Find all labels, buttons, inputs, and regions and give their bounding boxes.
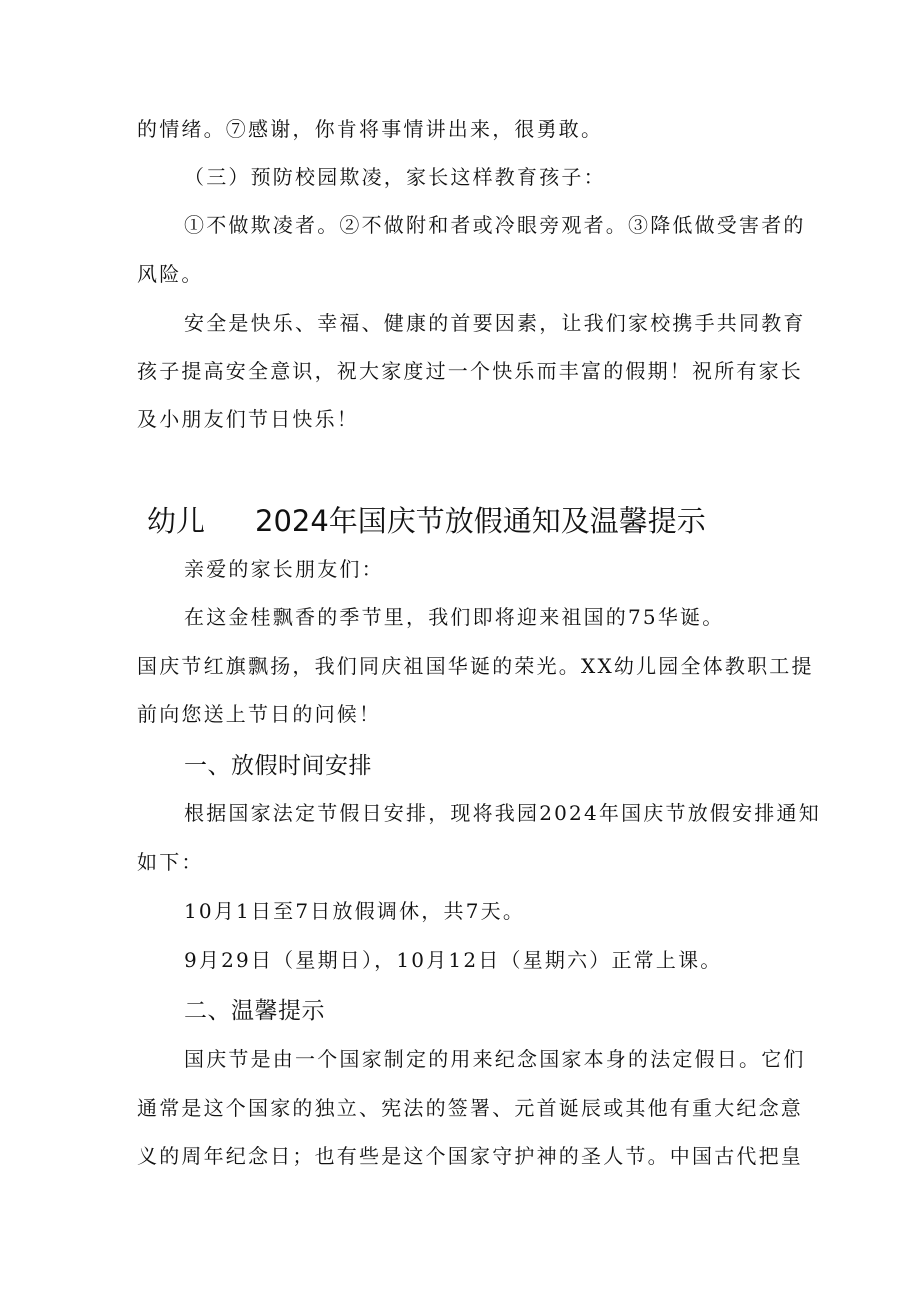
paragraph-line: ①不做欺凌者。②不做附和者或冷眼旁观者。③降低做受害者的 (184, 213, 806, 237)
paragraph-line: 如下： (137, 850, 204, 874)
paragraph-line: 根据国家法定节假日安排，现将我园2024年国庆节放假安排通知 (184, 801, 821, 825)
paragraph-line: 义的周年纪念日；也有些是这个国家守护神的圣人节。中国古代把皇 (137, 1144, 803, 1168)
paragraph-line: 国庆节是由一个国家制定的用来纪念国家本身的法定假日。它们 (184, 1047, 806, 1071)
paragraph-line: 国庆节红旗飘扬，我们同庆祖国华诞的荣光。XX幼儿园全体教职工提 (137, 654, 814, 678)
paragraph-line: 前向您送上节日的问候！ (137, 702, 382, 726)
section-heading-tips: 二、温馨提示 (184, 998, 325, 1024)
paragraph-line: 风险。 (137, 262, 204, 286)
paragraph-line: 安全是快乐、幸福、健康的首要因素，让我们家校携手共同教育 (184, 311, 806, 335)
notice-title: 2024年国庆节放假通知及温馨提示 (255, 504, 706, 538)
subheading-prevent-bullying: （三）预防校园欺凌，家长这样教育孩子： (184, 165, 606, 189)
greeting: 亲爱的家长朋友们： (184, 557, 384, 581)
paragraph-line: 及小朋友们节日快乐！ (137, 407, 359, 431)
paragraph-line: 在这金桂飘香的季节里，我们即将迎来祖国的75华诞。 (184, 605, 725, 629)
paragraph-line: 9月29日（星期日），10月12日（星期六）正常上课。 (184, 948, 723, 972)
section-heading-schedule: 一、放假时间安排 (184, 753, 372, 779)
paragraph-line: 孩子提高安全意识，祝大家度过一个快乐而丰富的假期！祝所有家长 (137, 359, 803, 383)
paragraph-line: 10月1日至7日放假调休，共7天。 (184, 899, 526, 923)
notice-title-prefix: 幼儿 (147, 504, 206, 538)
paragraph-line: 通常是这个国家的独立、宪法的签署、元首诞辰或其他有重大纪念意 (137, 1096, 803, 1120)
paragraph-line: 的情绪。⑦感谢，你肯将事情讲出来，很勇敢。 (137, 117, 604, 141)
